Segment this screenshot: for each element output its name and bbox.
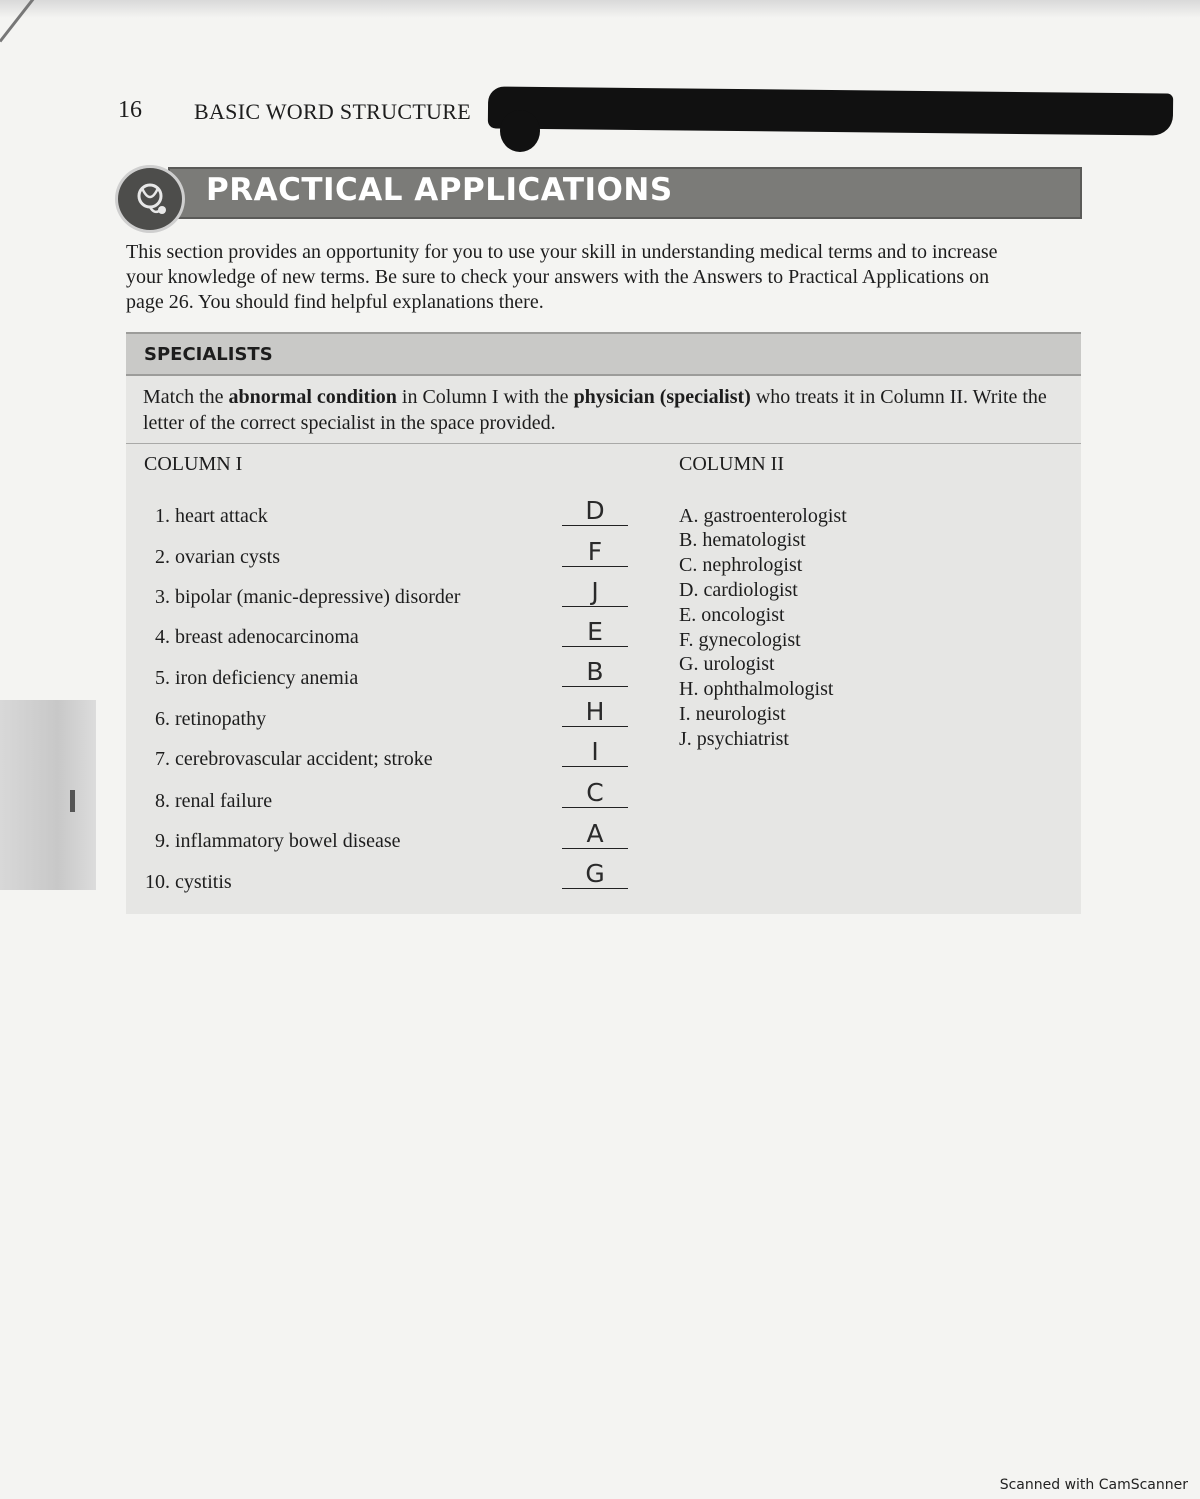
condition-item: 1. heart attack (155, 505, 268, 527)
answer-blank[interactable]: H (562, 698, 628, 727)
answer-blank[interactable]: I (562, 738, 628, 767)
condition-item: 10. cystitis (145, 871, 232, 893)
scan-shadow-top (0, 0, 1200, 18)
specialist-item: H. ophthalmologist (679, 678, 834, 700)
instructions-text-1: Match the (143, 386, 229, 408)
condition-item: 8. renal failure (155, 790, 273, 812)
answer-blank[interactable]: D (562, 497, 628, 526)
redaction-mark (488, 86, 1173, 135)
instructions-text-2: in Column I with the (396, 386, 574, 408)
chapter-title: BASIC WORD STRUCTURE (194, 99, 471, 124)
instructions (143, 384, 1063, 436)
answer-blank[interactable]: C (562, 779, 628, 808)
condition-item: 9. inflammatory bowel disease (155, 830, 401, 852)
specialist-item: I. neurologist (679, 703, 786, 725)
column-2-header: COLUMN II (679, 453, 784, 475)
redaction-mark-end (500, 110, 540, 152)
specialist-item: F. gynecologist (679, 629, 801, 651)
instructions-text-3: who treats it in Column II. Write the letter of the correct specialist in the space provided. (143, 386, 1047, 434)
answer-blank[interactable]: A (562, 820, 628, 849)
specialist-item: B. hematologist (679, 529, 806, 551)
specialist-item: J. psychiatrist (679, 728, 789, 750)
section-title: SPECIALISTS (144, 344, 273, 365)
binder-mark (70, 790, 75, 812)
condition-item: 5. iron deficiency anemia (155, 667, 359, 689)
condition-item: 3. bipolar (manic-depressive) disorder (155, 586, 461, 608)
condition-item: 7. cerebrovascular accident; stroke (155, 748, 433, 770)
answer-blank[interactable]: B (562, 658, 628, 687)
instructions-bold-2: physician (specialist) (573, 386, 751, 408)
banner-title: PRACTICAL APPLICATIONS (206, 172, 673, 208)
scanner-watermark: Scanned with CamScanner (999, 1477, 1188, 1493)
instructions-bold-1: abnormal condition (228, 386, 397, 408)
answer-blank[interactable]: E (562, 618, 628, 647)
specialist-item: G. urologist (679, 653, 775, 675)
answer-blank[interactable]: G (562, 860, 628, 889)
divider (126, 443, 1081, 444)
intro-paragraph: This section provides an opportunity for you to use your skill in understanding medical terms and to increase your knowledge of new terms. Be sure to check your answers with the Answers to Practical Applications on page 26. You should find helpful explanations there. (126, 241, 998, 313)
scan-shadow-left (0, 700, 96, 890)
specialist-item: A. gastroenterologist (679, 505, 847, 527)
condition-item: 4. breast adenocarcinoma (155, 626, 359, 648)
specialist-item: C. nephrologist (679, 554, 803, 576)
page-number: 16 (118, 97, 142, 123)
answer-blank[interactable]: J (562, 578, 628, 607)
answer-blank[interactable]: F (562, 538, 628, 567)
specialist-item: E. oncologist (679, 604, 785, 626)
condition-item: 6. retinopathy (155, 708, 267, 730)
stethoscope-icon (128, 176, 172, 220)
specialist-item: D. cardiologist (679, 579, 798, 601)
column-1-header: COLUMN I (144, 453, 243, 475)
condition-item: 2. ovarian cysts (155, 546, 280, 568)
